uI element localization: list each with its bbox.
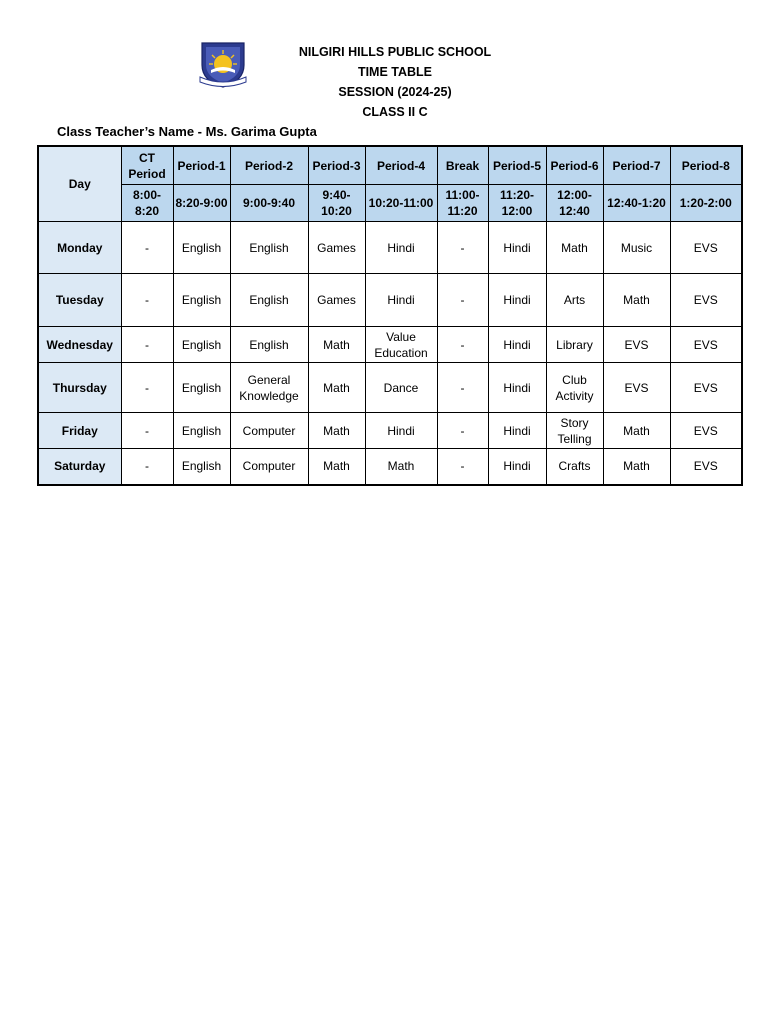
timetable-cell: EVS — [670, 327, 742, 363]
table-row-monday — [38, 222, 742, 274]
timetable-cell: English — [230, 274, 308, 327]
timetable-cell: Math — [603, 413, 670, 449]
period-header: Period-2 — [230, 146, 308, 185]
time-header: 1:20-2:00 — [670, 185, 742, 222]
timetable-cell: Club Activity — [546, 363, 603, 413]
table-row-saturday — [38, 449, 742, 485]
day-name: Saturday — [38, 449, 121, 485]
table-row-tuesday — [38, 274, 742, 327]
timetable-cell: English — [173, 327, 230, 363]
timetable-cell: - — [121, 449, 173, 485]
timetable-cell: Math — [308, 327, 365, 363]
timetable-cell: - — [121, 327, 173, 363]
timetable-cell: Library — [546, 327, 603, 363]
time-header: 12:40-1:20 — [603, 185, 670, 222]
timetable-cell: Music — [603, 222, 670, 274]
timetable-cell: Computer — [230, 413, 308, 449]
period-header: Period-5 — [488, 146, 546, 185]
time-header: 9:00-9:40 — [230, 185, 308, 222]
timetable-cell: Math — [365, 449, 437, 485]
timetable-cell: Games — [308, 222, 365, 274]
timetable-cell: Hindi — [488, 413, 546, 449]
period-header: Period-6 — [546, 146, 603, 185]
timetable-cell: Arts — [546, 274, 603, 327]
document-title: TIME TABLE — [357, 65, 433, 79]
timetable-cell: EVS — [670, 363, 742, 413]
day-name: Thursday — [38, 363, 121, 413]
timetable — [37, 145, 743, 486]
timetable-cell: - — [437, 222, 488, 274]
time-header: 9:40-10:20 — [308, 185, 365, 222]
timetable-cell: General Knowledge — [230, 363, 308, 413]
timetable-cell: Math — [308, 363, 365, 413]
class-teacher-name: Class Teacher’s Name - Ms. Garima Gupta — [57, 124, 317, 139]
timetable-cell: Hindi — [488, 449, 546, 485]
timetable-cell: Math — [603, 449, 670, 485]
timetable-cell: EVS — [670, 449, 742, 485]
session-label: SESSION (2024-25) — [338, 85, 452, 99]
period-header: Period-1 — [173, 146, 230, 185]
school-crest-logo — [196, 37, 250, 91]
day-column-header: Day — [38, 146, 121, 222]
timetable-cell: - — [437, 449, 488, 485]
period-header: Break — [437, 146, 488, 185]
day-name: Friday — [38, 413, 121, 449]
school-name: NILGIRI HILLS PUBLIC SCHOOL — [298, 45, 492, 59]
time-header: 8:20-9:00 — [173, 185, 230, 222]
timetable-cell: Hindi — [365, 413, 437, 449]
table-row-thursday — [38, 363, 742, 413]
time-header: 10:20-11:00 — [365, 185, 437, 222]
timetable-cell: Games — [308, 274, 365, 327]
timetable-cell: EVS — [603, 327, 670, 363]
timetable-cell: Story Telling — [546, 413, 603, 449]
period-header: Period-3 — [308, 146, 365, 185]
class-label: CLASS II C — [362, 105, 428, 119]
timetable-cell: Hindi — [488, 327, 546, 363]
timetable-cell: English — [230, 327, 308, 363]
timetable-cell: English — [173, 222, 230, 274]
timetable-cell: English — [230, 222, 308, 274]
document-heading — [290, 42, 500, 122]
timetable-cell: - — [121, 363, 173, 413]
table-row-wednesday — [38, 327, 742, 363]
timetable-cell: Hindi — [488, 363, 546, 413]
period-header: Period-7 — [603, 146, 670, 185]
period-header-row — [38, 146, 742, 185]
timetable-cell: Hindi — [488, 274, 546, 327]
timetable-cell: - — [437, 274, 488, 327]
timetable-cell: Math — [308, 449, 365, 485]
day-name: Tuesday — [38, 274, 121, 327]
timetable-cell: Dance — [365, 363, 437, 413]
timetable-cell: - — [121, 413, 173, 449]
time-header-row — [38, 185, 742, 222]
timetable-cell: Math — [603, 274, 670, 327]
timetable-cell: Hindi — [365, 274, 437, 327]
timetable-cell: - — [437, 327, 488, 363]
day-name: Wednesday — [38, 327, 121, 363]
timetable-cell: Value Education — [365, 327, 437, 363]
timetable-cell: Hindi — [488, 222, 546, 274]
day-name: Monday — [38, 222, 121, 274]
timetable-cell: Hindi — [365, 222, 437, 274]
table-row-friday — [38, 413, 742, 449]
timetable-cell: English — [173, 449, 230, 485]
timetable-cell: English — [173, 413, 230, 449]
timetable-cell: - — [121, 274, 173, 327]
timetable-cell: EVS — [670, 222, 742, 274]
timetable-cell: Math — [546, 222, 603, 274]
period-header: Period-4 — [365, 146, 437, 185]
timetable-cell: EVS — [670, 274, 742, 327]
timetable-cell: Computer — [230, 449, 308, 485]
timetable-cell: - — [121, 222, 173, 274]
timetable-cell: Math — [308, 413, 365, 449]
timetable-cell: English — [173, 274, 230, 327]
time-header: 8:00-8:20 — [121, 185, 173, 222]
period-header: CT Period — [121, 146, 173, 185]
timetable-cell: Crafts — [546, 449, 603, 485]
time-header: 12:00-12:40 — [546, 185, 603, 222]
timetable-cell: English — [173, 363, 230, 413]
period-header: Period-8 — [670, 146, 742, 185]
time-header: 11:00-11:20 — [437, 185, 488, 222]
timetable-cell: EVS — [670, 413, 742, 449]
timetable-cell: - — [437, 363, 488, 413]
timetable-cell: - — [437, 413, 488, 449]
time-header: 11:20-12:00 — [488, 185, 546, 222]
timetable-cell: EVS — [603, 363, 670, 413]
